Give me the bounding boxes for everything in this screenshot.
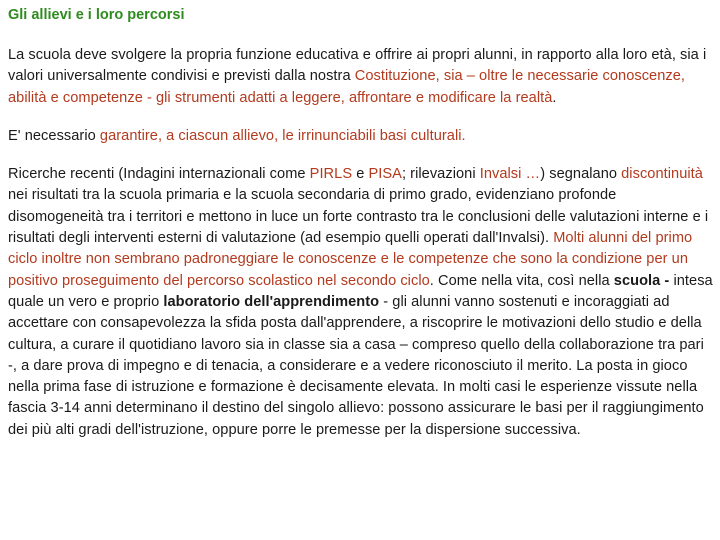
research-text-4: ) segnalano — [540, 166, 622, 183]
paragraph-research — [8, 164, 714, 441]
paragraph-intro-highlight: Costituzione, sia – oltre le necessarie conoscenze, abilità e competenze - gli strumenti adatti a leggere, affrontare e modificare la realtà — [8, 68, 686, 106]
research-text-3: ; rilevazioni — [401, 166, 480, 183]
research-text-5: nei risultati tra la scuola primaria e la scuola secondaria di primo grado, evidenziano profonde disomogeneità tra i territori e mettono in luce un forte contrasto tra le conclusioni delle valutazioni interne e i risultati degli interventi esterni di valutazione (ad esempio quelli operati dall'Invalsi). — [8, 187, 709, 247]
research-invalsi: Invalsi … — [479, 166, 541, 183]
research-pirls: PIRLS — [309, 166, 353, 183]
paragraph-intro-end: . — [552, 89, 557, 106]
research-highlight-1: Molti alunni del primo ciclo inoltre non sembrano padroneggiare le conoscenze e le competenze che sono la condizione per un positivo proseguimento del percorso scolastico nel secondo ciclo — [8, 230, 693, 289]
research-discontinuity: discontinuità — [621, 166, 703, 183]
research-laboratory: laboratorio dell'apprendimento — [163, 293, 380, 310]
research-text-7: intesa quale un vero e proprio — [8, 272, 713, 310]
document-page — [8, 4, 714, 441]
research-text-9: La posta in gioco nella prima fase di istruzione e formazione è decisamente elevata. In molti casi le esperienze vissute nella fascia 3-14 anni determinano il destino del singolo allievo: possono assicurare le basi per il raggiungimento dei più alti gradi dell'istruzione, oppure porre le premesse per la dispersione successiva. — [8, 357, 704, 438]
research-text-2: e — [352, 166, 369, 183]
paragraph-necessity — [8, 126, 714, 147]
paragraph-necessity-highlight: garantire, a ciascun allievo, le irrinunciabili basi culturali. — [99, 127, 466, 144]
document-title: Gli allievi e i loro percorsi — [8, 7, 185, 23]
research-text-1: Ricerche recenti (Indagini internazionali come — [8, 166, 310, 183]
research-text-6: . Come nella vita, così nella — [429, 272, 614, 289]
research-pisa: PISA — [368, 166, 402, 183]
paragraph-intro — [8, 45, 714, 109]
paragraph-intro-text: La scuola deve svolgere la propria funzione educativa e offrire ai propri alunni, in rapporto alla loro età, sia i valori universalmente condivisi e previsti dalla nostra — [8, 47, 707, 85]
paragraph-necessity-text: E' necessario — [8, 127, 100, 144]
research-text-8: - gli alunni vanno sostenuti e incoraggiati ad accettare con consapevolezza la sfida posta dall'apprendere, a riscoprire le motivazioni dello studio e della cultura, a curare il quotidiano lavoro sia in classe sia a casa – compreso quello della collaborazione tra pari -, a dare prova di impegno e di tenacia, a considerare e a vedere riconosciuto il merito. — [8, 293, 704, 374]
research-school: scuola - — [613, 272, 670, 289]
